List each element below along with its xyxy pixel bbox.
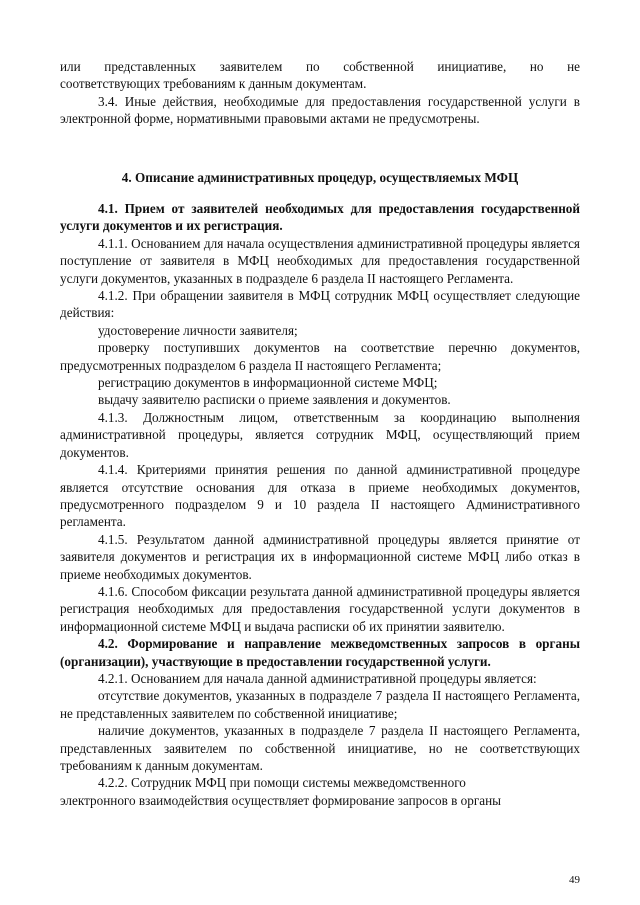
paragraph-line: или представленных заявителем по собственной инициативе, но не: [60, 59, 580, 74]
intro-block: [60, 58, 580, 128]
basis-item: отсутствие документов, указанных в подразделе 7 раздела II настоящего Регламента, не представленных заявителем по собственной инициативе;: [60, 688, 580, 721]
action-item: регистрацию документов в информационной системе МФЦ;: [98, 375, 438, 391]
page-number: 49: [569, 874, 580, 886]
paragraph-4-2-2-line: 4.2.2. Сотрудник МФЦ при помощи системы межведомственного: [98, 775, 466, 791]
section-4-title: 4. Описание административных процедур, осуществляемых МФЦ: [121, 170, 519, 185]
action-item: удостоверение личности заявителя;: [98, 322, 298, 338]
section-4-body: [60, 200, 580, 809]
paragraph-4-1-4: 4.1.4. Критериями принятия решения по данной административной процедуре является отсутствие основания для отказа в приеме необходимых документов, предусмотренного подразделом 9 и 10 раздела II настоящего Административного регламента.: [60, 462, 580, 530]
paragraph-4-1-2: 4.1.2. При обращении заявителя в МФЦ сотрудник МФЦ осуществляет следующие действия:: [60, 288, 580, 321]
basis-item: наличие документов, указанных в подразделе 7 раздела II настоящего Регламента, представленных заявителем по собственной инициативе, но не соответствующих требованиям к данным документам.: [60, 723, 580, 773]
paragraph-4-1-3: 4.1.3. Должностным лицом, ответственным за координацию выполнения административной процедуры, является сотрудник МФЦ, осуществляющий прием документов.: [60, 409, 580, 460]
heading-4-2: 4.2. Формирование и направление межведомственных запросов в органы (организации), участвующие в предоставлении государственной услуги.: [60, 636, 580, 669]
section-4-title-block: [60, 169, 580, 186]
paragraph-4-1-1: 4.1.1. Основанием для начала осуществления административной процедуры является поступление от заявителя в МФЦ необходимых для предоставления государственной услуги документов, указанных в подразделе 6 раздела II настоящего Регламента.: [60, 235, 580, 286]
paragraph-4-2-2-line: электронного взаимодействия осуществляет формирование запросов в органы: [60, 792, 502, 808]
action-item: проверку поступивших документов на соответствие перечню документов, предусмотренных подразделом 6 раздела II настоящего Регламента;: [60, 340, 580, 373]
heading-4-1: 4.1. Прием от заявителей необходимых для предоставления государственной услуги документов и их регистрация.: [60, 201, 580, 234]
paragraph-line: соответствующих требованиям к данным документам.: [60, 76, 367, 92]
paragraph-4-1-5: 4.1.5. Результатом данной административной процедуры является принятие от заявителя документов и регистрация их в информационной системе МФЦ либо отказ в приеме необходимых документов.: [60, 531, 580, 582]
paragraph-3-4: 3.4. Иные действия, необходимые для предоставления государственной услуги в электронной форме, нормативными правовыми актами не предусмотрены.: [60, 93, 580, 127]
action-item: выдачу заявителю расписки о приеме заявления и документов.: [98, 392, 451, 408]
paragraph-4-1-6: 4.1.6. Способом фиксации результата данной административной процедуры является регистрация необходимых для предоставления государственной услуги документов в информационной системе МФЦ и выдача расписки об их принятии заявителю.: [60, 583, 580, 634]
paragraph-4-2-1: 4.2.1. Основанием для начала данной административной процедуры является:: [98, 670, 537, 686]
